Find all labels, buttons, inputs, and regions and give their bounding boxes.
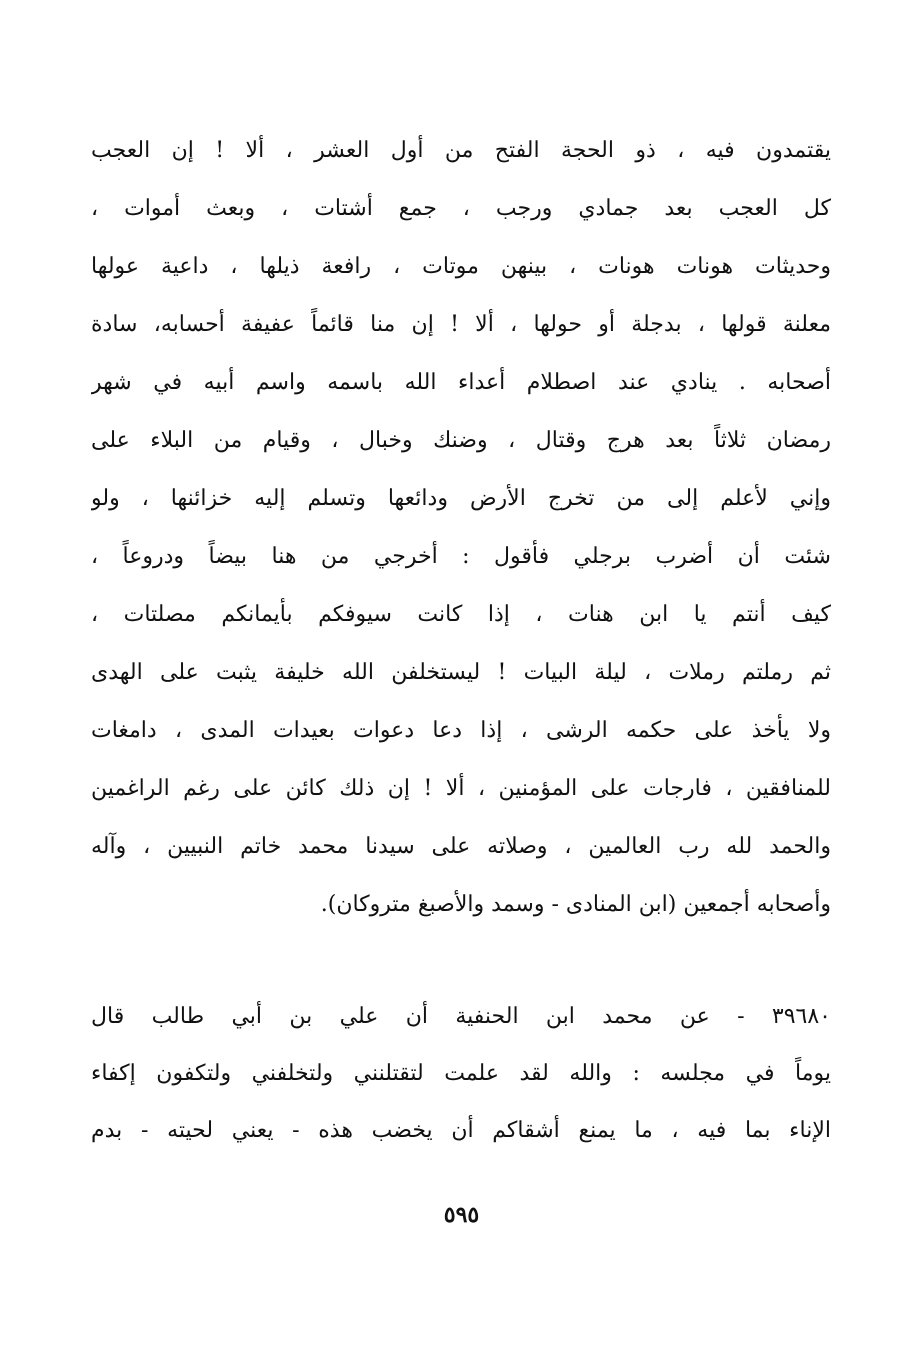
text-line: الإناء بما فيه ، ما يمنع أشقاكم أن يخضب هذه - يعني لحيته - بدم — [91, 1118, 831, 1143]
text-line: يقتمدون فيه ، ذو الحجة الفتح من أول العشر ، ألا ! إن العجب — [91, 138, 831, 163]
text-line: معلنة قولها ، بدجلة أو حولها ، ألا ! إن منا قائماً عفيفة أحسابه، سادة — [91, 312, 831, 337]
paragraph-2 — [91, 988, 831, 1159]
text-line: ٣٩٦٨٠ - عن محمد ابن الحنفية أن علي بن أبي طالب قال — [91, 1004, 831, 1029]
text-line: وأصحابه أجمعين (ابن المنادى - وسمد والأصبغ متروكان). — [320, 892, 831, 917]
text-line: أصحابه . ينادي عند اصطلام أعداء الله باسمه واسم أبيه في شهر — [91, 370, 831, 395]
text-line: والحمد لله رب العالمين ، وصلاته على سيدنا محمد خاتم النبيين ، وآله — [91, 834, 831, 859]
text-line: كل العجب بعد جمادي ورجب ، جمع أشتات ، وبعث أموات ، — [91, 196, 831, 221]
text-line: كيف أنتم يا ابن هنات ، إذا كانت سيوفكم بأيمانكم مصلتات ، — [91, 602, 831, 627]
paragraph-1 — [91, 122, 831, 934]
text-line: رمضان ثلاثاً بعد هرج وقتال ، وضنك وخبال ، وقيام من البلاء على — [91, 428, 831, 453]
text-line: وإني لأعلم إلى من تخرج الأرض ودائعها وتسلم إليه خزائنها ، ولو — [91, 486, 831, 511]
text-line: وحديثات هونات هونات ، بينهن موتات ، رافعة ذيلها ، داعية عولها — [91, 254, 831, 279]
text-line: ولا يأخذ على حكمه الرشى ، إذا دعا دعوات بعيدات المدى ، دامغات — [91, 718, 831, 743]
text-line: ثم رملتم رملات ، ليلة البيات ! ليستخلفن الله خليفة يثبت على الهدى — [91, 660, 831, 685]
text-line: للمنافقين ، فارجات على المؤمنين ، ألا ! إن ذلك كائن على رغم الراغمين — [91, 776, 831, 801]
text-line: شئت أن أضرب برجلي فأقول : أخرجي من هنا بيضاً ودروعاً ، — [91, 544, 831, 569]
page-number: ٥٩٥ — [443, 1202, 480, 1228]
text-line: يوماً في مجلسه : والله لقد علمت لتقتلنني ولتخلفني ولتكفون إكفاء — [91, 1061, 831, 1086]
